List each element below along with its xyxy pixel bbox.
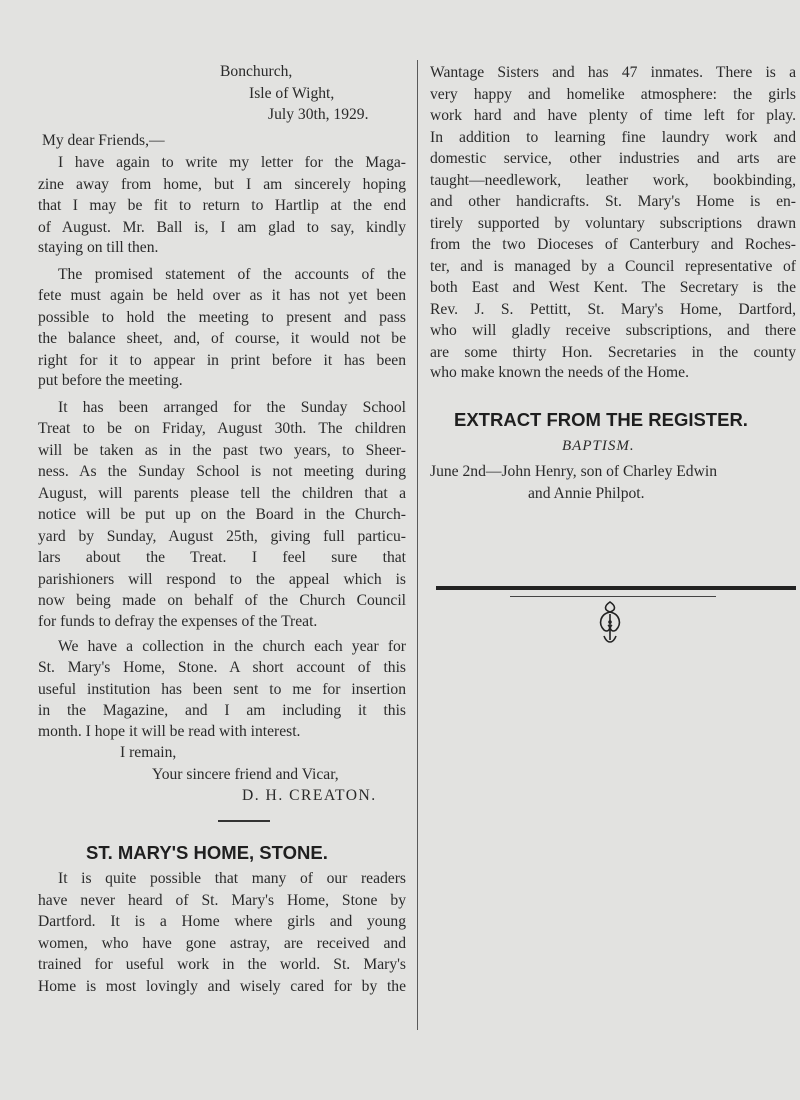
text-line: in the Magazine, and I am including it this: [38, 702, 406, 719]
column-divider: [417, 60, 418, 1030]
section-divider: [218, 820, 270, 822]
text-line: who make known the needs of the Home.: [430, 364, 689, 381]
text-line: women, who have gone astray, are received and: [38, 935, 406, 952]
text-line: domestic service, other industries and arts are: [430, 150, 796, 167]
text-line: possible to hold the meeting to present and pass: [38, 309, 406, 326]
text-line: zine away from home, but I am sincerely hoping: [38, 176, 406, 193]
register-entry: and Annie Philpot.: [528, 485, 645, 502]
text-line: work hard and have plenty of time left for play.: [430, 107, 796, 124]
text-line: It is quite possible that many of our readers: [58, 870, 406, 887]
text-line: are some thirty Hon. Secretaries in the county: [430, 344, 796, 361]
text-line: very happy and homelike atmosphere: the girls: [430, 86, 796, 103]
register-entry: June 2nd—John Henry, son of Charley Edwin: [430, 463, 717, 480]
text-line: Dartford. It is a Home where girls and young: [38, 913, 406, 930]
vicar-signature: D. H. CREATON.: [242, 787, 377, 804]
address-line: Bonchurch,: [220, 63, 293, 80]
text-line: trained for useful work in the world. St. Mary's: [38, 956, 406, 973]
closing-line: Your sincere friend and Vicar,: [152, 766, 339, 783]
text-line: ter, and is managed by a Council representative of: [430, 258, 796, 275]
text-line: We have a collection in the church each year for: [58, 638, 406, 655]
text-line: staying on till then.: [38, 239, 159, 256]
text-line: taught—needlework, leather work, bookbinding,: [430, 172, 796, 189]
text-line: who will gladly receive subscriptions, and there: [430, 322, 796, 339]
closing-thin-rule: [510, 596, 716, 597]
text-line: August, will parents please tell the children that a: [38, 485, 406, 502]
text-line: the balance sheet, and, of course, it would not be: [38, 330, 406, 347]
salutation: My dear Friends,—: [42, 132, 165, 149]
text-line: month. I hope it will be read with interest.: [38, 723, 301, 740]
text-line: of August. Mr. Ball is, I am glad to say, kindly: [38, 219, 406, 236]
text-line: now being made on behalf of the Church Council: [38, 592, 406, 609]
text-line: ness. As the Sunday School is not meeting during: [38, 463, 406, 480]
text-line: parishioners will respond to the appeal which is: [38, 571, 406, 588]
address-line: July 30th, 1929.: [268, 106, 369, 123]
text-line: for funds to defray the expenses of the Treat.: [38, 613, 318, 630]
ornament-icon: [594, 600, 626, 646]
text-line: put before the meeting.: [38, 372, 183, 389]
register-subheading: BAPTISM.: [562, 438, 635, 454]
text-line: tirely supported by voluntary subscriptions drawn: [430, 215, 796, 232]
text-line: Treat to be on Friday, August 30th. The children: [38, 420, 406, 437]
text-line: lars about the Treat. I feel sure that: [38, 549, 406, 566]
text-line: that I may be fit to return to Hartlip at the end: [38, 197, 406, 214]
text-line: both East and West Kent. The Secretary is the: [430, 279, 796, 296]
text-line: The promised statement of the accounts of the: [58, 266, 406, 283]
text-line: Wantage Sisters and has 47 inmates. There is a: [430, 64, 796, 81]
text-line: Rev. J. S. Pettitt, St. Mary's Home, Dartford,: [430, 301, 796, 318]
text-line: yard by Sunday, August 25th, giving full particu-: [38, 528, 406, 545]
closing-line: I remain,: [120, 744, 177, 761]
text-line: St. Mary's Home, Stone. A short account of this: [38, 659, 406, 676]
text-line: will be taken as in the past two years, to Sheer-: [38, 442, 406, 459]
closing-rule: [436, 586, 796, 590]
text-line: useful institution has been sent to me for insertion: [38, 681, 406, 698]
text-line: have never heard of St. Mary's Home, Stone by: [38, 892, 406, 909]
text-line: Home is most lovingly and wisely cared for by the: [38, 978, 406, 995]
register-heading: EXTRACT FROM THE REGISTER.: [454, 409, 748, 430]
address-line: Isle of Wight,: [249, 85, 335, 102]
text-line: notice will be put up on the Board in the Church-: [38, 506, 406, 523]
text-line: I have again to write my letter for the Maga-: [58, 154, 406, 171]
text-line: right for it to appear in print before it has been: [38, 352, 406, 369]
text-line: It has been arranged for the Sunday School: [58, 399, 406, 416]
text-line: fete must again be held over as it has not yet been: [38, 287, 406, 304]
text-line: from the two Dioceses of Canterbury and Roches-: [430, 236, 796, 253]
text-line: and other handicrafts. St. Mary's Home is en-: [430, 193, 796, 210]
article-heading: ST. MARY'S HOME, STONE.: [86, 842, 328, 863]
text-line: In addition to learning fine laundry work and: [430, 129, 796, 146]
